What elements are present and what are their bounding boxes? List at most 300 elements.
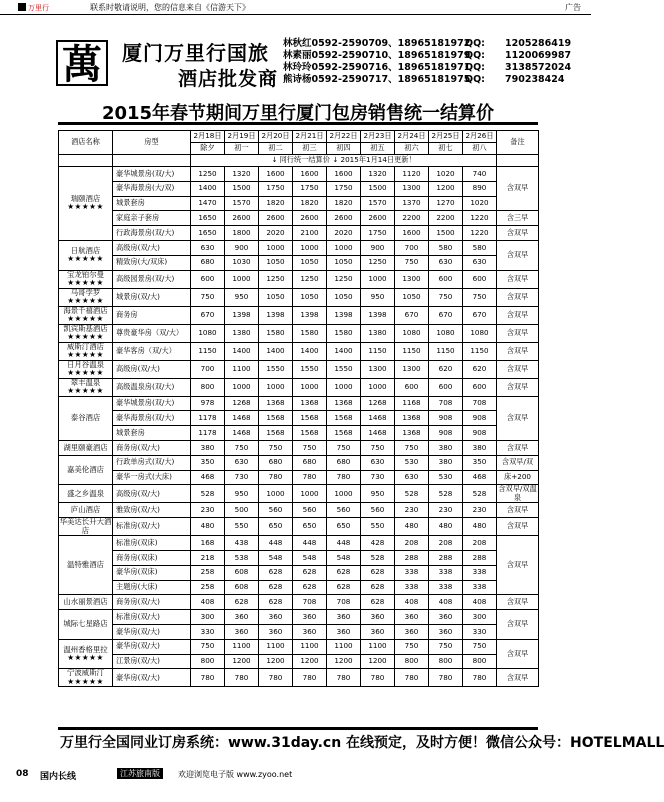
price-cell: 750 xyxy=(463,639,497,654)
hotel-name-cell xyxy=(59,240,113,270)
room-type: 标准房(双/大) xyxy=(113,610,191,625)
price-cell: 528 xyxy=(191,485,225,503)
star-rating: ★★★★★ xyxy=(67,653,104,663)
price-cell: 628 xyxy=(259,595,293,610)
price-cell: 1050 xyxy=(259,288,293,306)
price-cell: 600 xyxy=(429,378,463,396)
col-header-day: 初七 xyxy=(429,143,463,155)
price-cell: 750 xyxy=(429,639,463,654)
section-name: 国内长线 xyxy=(40,772,77,782)
room-type: 豪华城景房(双/大) xyxy=(113,167,191,182)
price-cell: 1250 xyxy=(327,270,361,288)
price-cell: 628 xyxy=(361,595,395,610)
price-cell: 730 xyxy=(361,470,395,485)
price-cell: 1150 xyxy=(395,342,429,360)
room-type: 江景房(双/大) xyxy=(113,654,191,669)
price-cell: 630 xyxy=(429,255,463,270)
price-cell: 448 xyxy=(259,536,293,551)
price-cell: 1150 xyxy=(361,342,395,360)
price-cell: 230 xyxy=(191,503,225,518)
hotel-name: 山水丽景酒店 xyxy=(63,596,108,606)
price-cell: 2600 xyxy=(327,211,361,226)
room-type: 标准房(双/大) xyxy=(113,518,191,536)
note-cell: 含双早 xyxy=(497,536,539,595)
col-header-date: 2月20日 xyxy=(259,131,293,143)
price-cell: 1080 xyxy=(429,324,463,342)
hotel-name: 日月谷温泉 xyxy=(67,359,104,369)
top-bar xyxy=(0,0,591,15)
price-cell: 1380 xyxy=(225,324,259,342)
table-row xyxy=(59,211,539,226)
note-cell: 含双早/双 xyxy=(497,455,539,470)
price-cell: 740 xyxy=(463,167,497,182)
edition-badge: 江苏旅南版 xyxy=(117,768,163,779)
price-cell: 750 xyxy=(327,440,361,455)
note-cell: 含双早 xyxy=(497,270,539,288)
price-cell: 630 xyxy=(191,240,225,255)
table-row xyxy=(59,426,539,441)
room-type: 主题房(大床) xyxy=(113,580,191,595)
price-cell: 1000 xyxy=(327,378,361,396)
price-cell: 560 xyxy=(327,503,361,518)
price-cell: 1470 xyxy=(191,196,225,211)
star-rating: ★★★★★ xyxy=(67,332,104,342)
price-cell: 1200 xyxy=(225,654,259,669)
price-table xyxy=(58,130,539,687)
price-cell: 1400 xyxy=(327,342,361,360)
price-cell: 428 xyxy=(361,536,395,551)
table-row xyxy=(59,595,539,610)
room-type: 城景套房 xyxy=(113,196,191,211)
price-cell: 950 xyxy=(361,485,395,503)
note-cell: 含双早 xyxy=(497,342,539,360)
col-header-day: 初一 xyxy=(225,143,259,155)
price-cell: 1400 xyxy=(293,342,327,360)
price-cell: 2600 xyxy=(293,211,327,226)
price-cell: 1270 xyxy=(429,196,463,211)
price-cell: 1300 xyxy=(395,360,429,378)
price-cell: 1568 xyxy=(259,411,293,426)
price-cell: 908 xyxy=(429,411,463,426)
price-cell: 480 xyxy=(463,518,497,536)
price-cell: 1250 xyxy=(191,167,225,182)
price-cell: 2600 xyxy=(225,211,259,226)
price-cell: 780 xyxy=(395,669,429,687)
price-cell: 360 xyxy=(327,610,361,625)
room-type: 家庭亲子套房 xyxy=(113,211,191,226)
price-cell: 1368 xyxy=(327,396,361,411)
price-cell: 750 xyxy=(395,639,429,654)
col-header-day: 初五 xyxy=(361,143,395,155)
price-cell: 750 xyxy=(191,639,225,654)
price-cell: 750 xyxy=(463,288,497,306)
table-row xyxy=(59,196,539,211)
price-cell: 1050 xyxy=(293,288,327,306)
hotel-name-cell xyxy=(59,536,113,595)
price-cell: 1150 xyxy=(463,342,497,360)
price-cell: 1120 xyxy=(395,167,429,182)
hotel-name: 庐山酒店 xyxy=(70,505,101,514)
price-cell: 230 xyxy=(463,503,497,518)
price-cell: 550 xyxy=(225,518,259,536)
price-cell: 168 xyxy=(191,536,225,551)
note-cell: 含双早 xyxy=(497,306,539,324)
price-cell: 1220 xyxy=(463,226,497,241)
star-rating: ★★★★★ xyxy=(67,350,104,360)
price-cell: 1568 xyxy=(327,411,361,426)
price-cell: 750 xyxy=(395,440,429,455)
room-type: 豪华房(双床) xyxy=(113,565,191,580)
price-cell: 560 xyxy=(259,503,293,518)
price-cell: 680 xyxy=(191,255,225,270)
price-cell: 500 xyxy=(225,503,259,518)
col-header-day: 初二 xyxy=(259,143,293,155)
hotel-name-cell xyxy=(59,360,113,378)
price-cell: 2600 xyxy=(361,211,395,226)
table-row xyxy=(59,342,539,360)
col-header-day: 初三 xyxy=(293,143,327,155)
hotel-name-cell xyxy=(59,440,113,455)
price-cell: 670 xyxy=(429,306,463,324)
hotel-name-cell xyxy=(59,306,113,324)
star-rating: ★★★★★ xyxy=(67,254,104,264)
price-cell: 680 xyxy=(293,455,327,470)
price-cell: 1200 xyxy=(259,654,293,669)
price-cell: 580 xyxy=(429,240,463,255)
price-cell: 1000 xyxy=(225,270,259,288)
table-row xyxy=(59,639,539,654)
price-cell: 360 xyxy=(259,624,293,639)
price-cell: 1750 xyxy=(327,181,361,196)
site-link[interactable]: 欢迎浏览电子版 www.zyoo.net xyxy=(178,770,293,779)
hotel-name: 盛之乡温泉 xyxy=(67,488,104,498)
price-cell: 670 xyxy=(395,306,429,324)
price-cell: 1250 xyxy=(293,270,327,288)
price-cell: 1000 xyxy=(259,485,293,503)
price-cell: 468 xyxy=(191,470,225,485)
price-cell: 1468 xyxy=(361,411,395,426)
price-cell: 338 xyxy=(429,580,463,595)
col-header-day: 除夕 xyxy=(191,143,225,155)
hotel-name-cell xyxy=(59,396,113,440)
col-header-hotel: 酒店名称 xyxy=(59,131,113,155)
price-cell: 1178 xyxy=(191,426,225,441)
price-cell: 1000 xyxy=(293,378,327,396)
price-cell: 468 xyxy=(463,470,497,485)
price-cell: 1580 xyxy=(327,324,361,342)
price-cell: 360 xyxy=(293,624,327,639)
price-cell: 750 xyxy=(259,440,293,455)
hotel-name-cell xyxy=(59,342,113,360)
price-cell: 800 xyxy=(395,654,429,669)
price-cell: 1380 xyxy=(361,324,395,342)
note-cell: 床+200 xyxy=(497,470,539,485)
price-cell: 900 xyxy=(225,240,259,255)
price-cell: 628 xyxy=(293,580,327,595)
price-cell: 360 xyxy=(293,610,327,625)
ad-label: 广告 xyxy=(565,3,581,12)
contact-list xyxy=(283,38,571,86)
price-cell: 1368 xyxy=(395,411,429,426)
price-cell: 800 xyxy=(429,654,463,669)
col-header-date: 2月22日 xyxy=(327,131,361,143)
price-cell: 218 xyxy=(191,550,225,565)
room-type: 豪华客房（双/大） xyxy=(113,342,191,360)
price-cell: 360 xyxy=(395,624,429,639)
room-type: 豪华房(双/大) xyxy=(113,624,191,639)
price-cell: 380 xyxy=(429,455,463,470)
price-cell: 628 xyxy=(293,565,327,580)
price-cell: 800 xyxy=(463,654,497,669)
price-cell: 650 xyxy=(293,518,327,536)
publisher-logo-icon xyxy=(18,2,64,12)
note-cell: 含双早 xyxy=(497,396,539,440)
price-cell: 1100 xyxy=(293,639,327,654)
star-rating: ★★★★★ xyxy=(67,278,104,288)
price-cell: 750 xyxy=(361,440,395,455)
page-title: 2015年春节期间万里行厦门包房销售统一结算价 xyxy=(101,103,495,124)
price-cell: 628 xyxy=(327,580,361,595)
price-cell: 1650 xyxy=(191,226,225,241)
hotel-name-cell xyxy=(59,518,113,536)
price-cell: 1168 xyxy=(395,396,429,411)
star-rating: ★★★★★ xyxy=(67,314,104,324)
room-type: 豪华房(双/大) xyxy=(113,669,191,687)
price-cell: 258 xyxy=(191,565,225,580)
room-type: 高级房(双/大) xyxy=(113,240,191,255)
price-cell: 1200 xyxy=(293,654,327,669)
contact-item: 林素丽0592-2590710、18965181979 QQ: 1120069987 xyxy=(283,50,572,61)
brand-subtitle: 酒店批发商 xyxy=(178,68,279,90)
note-cell: 含双早 xyxy=(497,378,539,396)
price-cell: 528 xyxy=(429,485,463,503)
hotel-name: 湖里颐豪酒店 xyxy=(63,442,108,452)
price-cell: 360 xyxy=(429,624,463,639)
table-row xyxy=(59,470,539,485)
price-cell: 630 xyxy=(361,455,395,470)
price-cell: 750 xyxy=(225,440,259,455)
price-cell: 630 xyxy=(225,455,259,470)
price-cell: 2020 xyxy=(327,226,361,241)
price-cell: 1750 xyxy=(361,226,395,241)
table-row xyxy=(59,181,539,196)
price-cell: 1100 xyxy=(361,639,395,654)
hotel-name: 宁波威斯汀 xyxy=(67,668,104,678)
hotel-name-cell xyxy=(59,639,113,669)
table-row xyxy=(59,565,539,580)
price-cell: 208 xyxy=(429,536,463,551)
price-cell: 1050 xyxy=(327,255,361,270)
price-cell: 1020 xyxy=(429,167,463,182)
table-row xyxy=(59,240,539,255)
brand-logo-icon xyxy=(56,40,108,86)
price-cell: 1750 xyxy=(293,181,327,196)
price-cell: 338 xyxy=(395,565,429,580)
price-cell: 708 xyxy=(327,595,361,610)
price-cell: 1398 xyxy=(259,306,293,324)
price-cell: 780 xyxy=(327,669,361,687)
star-rating: ★★★★★ xyxy=(67,296,104,306)
price-cell: 978 xyxy=(191,396,225,411)
price-cell: 628 xyxy=(361,580,395,595)
brand-name: 厦门万里行国旅 xyxy=(122,41,269,65)
price-cell: 1000 xyxy=(361,378,395,396)
price-cell: 600 xyxy=(395,378,429,396)
price-cell: 300 xyxy=(191,610,225,625)
table-row xyxy=(59,226,539,241)
price-cell: 700 xyxy=(191,360,225,378)
price-cell: 548 xyxy=(327,550,361,565)
col-header-day: 初六 xyxy=(395,143,429,155)
price-cell: 620 xyxy=(429,360,463,378)
price-cell: 560 xyxy=(361,503,395,518)
note-cell: 含三早 xyxy=(497,211,539,226)
price-cell: 360 xyxy=(225,610,259,625)
price-cell: 360 xyxy=(259,610,293,625)
contact-item: 林秋红0592-2590709、18965181972 QQ: 1205286419 xyxy=(283,38,572,49)
hotel-name-cell xyxy=(59,378,113,396)
price-cell: 1570 xyxy=(361,196,395,211)
table-row xyxy=(59,440,539,455)
price-cell: 1468 xyxy=(361,426,395,441)
price-cell: 1568 xyxy=(327,426,361,441)
price-cell: 408 xyxy=(395,595,429,610)
col-header-date: 2月18日 xyxy=(191,131,225,143)
price-cell: 780 xyxy=(293,470,327,485)
table-row xyxy=(59,503,539,518)
table-row xyxy=(59,411,539,426)
price-cell: 1100 xyxy=(225,639,259,654)
price-cell: 480 xyxy=(191,518,225,536)
room-type: 尊贵豪华房（双/大） xyxy=(113,324,191,342)
price-cell: 208 xyxy=(463,536,497,551)
price-cell: 750 xyxy=(191,288,225,306)
price-cell: 628 xyxy=(225,595,259,610)
hotel-name: 宝龙铂尔曼 xyxy=(67,269,104,279)
price-cell: 1320 xyxy=(225,167,259,182)
price-cell: 890 xyxy=(463,181,497,196)
price-cell: 1300 xyxy=(395,270,429,288)
price-cell: 1080 xyxy=(395,324,429,342)
note-cell: 含双早 xyxy=(497,503,539,518)
price-cell: 1000 xyxy=(225,378,259,396)
blank-cell xyxy=(497,155,539,167)
room-type: 豪华海景房(大/双) xyxy=(113,181,191,196)
update-note: ↓ 同行统一结算价 ↓ 2015年1月14日更新！ xyxy=(191,155,497,167)
room-type: 高级园景房(双/大) xyxy=(113,270,191,288)
hotel-name: 城际七星路店 xyxy=(63,619,108,629)
price-cell: 1468 xyxy=(225,426,259,441)
star-rating: ★★★★★ xyxy=(67,676,104,686)
footer-slogan: 万里行全国同业订房系统：www.31day.cn 在线预定，及时方便！微信公众号：HOTELMALL xyxy=(60,735,664,751)
price-cell: 1268 xyxy=(225,396,259,411)
price-cell: 1650 xyxy=(191,211,225,226)
hotel-name-cell xyxy=(59,167,113,241)
price-cell: 708 xyxy=(429,396,463,411)
price-cell: 408 xyxy=(463,595,497,610)
price-cell: 780 xyxy=(361,669,395,687)
price-cell: 1050 xyxy=(293,255,327,270)
price-cell: 1268 xyxy=(361,396,395,411)
price-cell: 2020 xyxy=(259,226,293,241)
room-type: 豪华海景房(双/大) xyxy=(113,411,191,426)
price-cell: 680 xyxy=(259,455,293,470)
hotel-name: 泰谷酒店 xyxy=(70,413,101,423)
hotel-name-cell xyxy=(59,455,113,485)
note-cell: 含双早 xyxy=(497,639,539,669)
price-cell: 360 xyxy=(225,624,259,639)
price-cell: 600 xyxy=(463,378,497,396)
table-row xyxy=(59,610,539,625)
price-cell: 360 xyxy=(327,624,361,639)
price-cell: 1368 xyxy=(293,396,327,411)
hotel-name: 嘉美伦酒店 xyxy=(67,464,104,474)
price-cell: 900 xyxy=(361,240,395,255)
table-row xyxy=(59,485,539,503)
price-cell: 360 xyxy=(361,624,395,639)
price-cell: 2600 xyxy=(259,211,293,226)
price-cell: 300 xyxy=(463,610,497,625)
col-header-note: 备注 xyxy=(497,131,539,155)
hotel-name-cell xyxy=(59,669,113,687)
table-row xyxy=(59,378,539,396)
price-cell: 330 xyxy=(463,624,497,639)
star-rating: ★★★★★ xyxy=(67,368,104,378)
room-type: 商务房(双/大) xyxy=(113,440,191,455)
price-cell: 530 xyxy=(429,470,463,485)
hotel-name-cell xyxy=(59,610,113,640)
price-cell: 1000 xyxy=(361,270,395,288)
footer-divider xyxy=(58,727,538,730)
note-cell: 含双早 xyxy=(497,518,539,536)
table-row xyxy=(59,455,539,470)
room-type: 城景房(双/大) xyxy=(113,288,191,306)
price-cell: 750 xyxy=(429,288,463,306)
price-cell: 1820 xyxy=(259,196,293,211)
room-type: 行政海景房(双/大) xyxy=(113,226,191,241)
price-cell: 1250 xyxy=(259,270,293,288)
note-cell: 含双早 xyxy=(497,360,539,378)
price-cell: 1500 xyxy=(429,226,463,241)
price-cell: 1368 xyxy=(259,396,293,411)
price-cell: 670 xyxy=(463,306,497,324)
price-cell: 908 xyxy=(429,426,463,441)
room-type: 商务房 xyxy=(113,306,191,324)
price-cell: 1600 xyxy=(395,226,429,241)
price-cell: 620 xyxy=(463,360,497,378)
col-header-day: 初八 xyxy=(463,143,497,155)
price-cell: 908 xyxy=(463,411,497,426)
price-cell: 1000 xyxy=(327,485,361,503)
room-type: 商务房(双床) xyxy=(113,550,191,565)
price-table-body xyxy=(59,131,539,687)
price-cell: 1600 xyxy=(327,167,361,182)
hotel-name-cell xyxy=(59,324,113,342)
price-cell: 338 xyxy=(395,580,429,595)
price-cell: 908 xyxy=(463,426,497,441)
hotel-name: 华美达长升大酒店 xyxy=(59,517,112,535)
price-cell: 780 xyxy=(191,669,225,687)
note-cell: 含双早 xyxy=(497,288,539,306)
price-cell: 608 xyxy=(225,580,259,595)
price-cell: 1600 xyxy=(259,167,293,182)
price-cell: 800 xyxy=(191,654,225,669)
price-cell: 1400 xyxy=(225,342,259,360)
price-cell: 950 xyxy=(225,485,259,503)
price-cell: 360 xyxy=(395,610,429,625)
contact-item: 熊诗杨0592-2590717、18965181975 QQ: 790238424 xyxy=(283,74,565,85)
price-cell: 1100 xyxy=(259,639,293,654)
